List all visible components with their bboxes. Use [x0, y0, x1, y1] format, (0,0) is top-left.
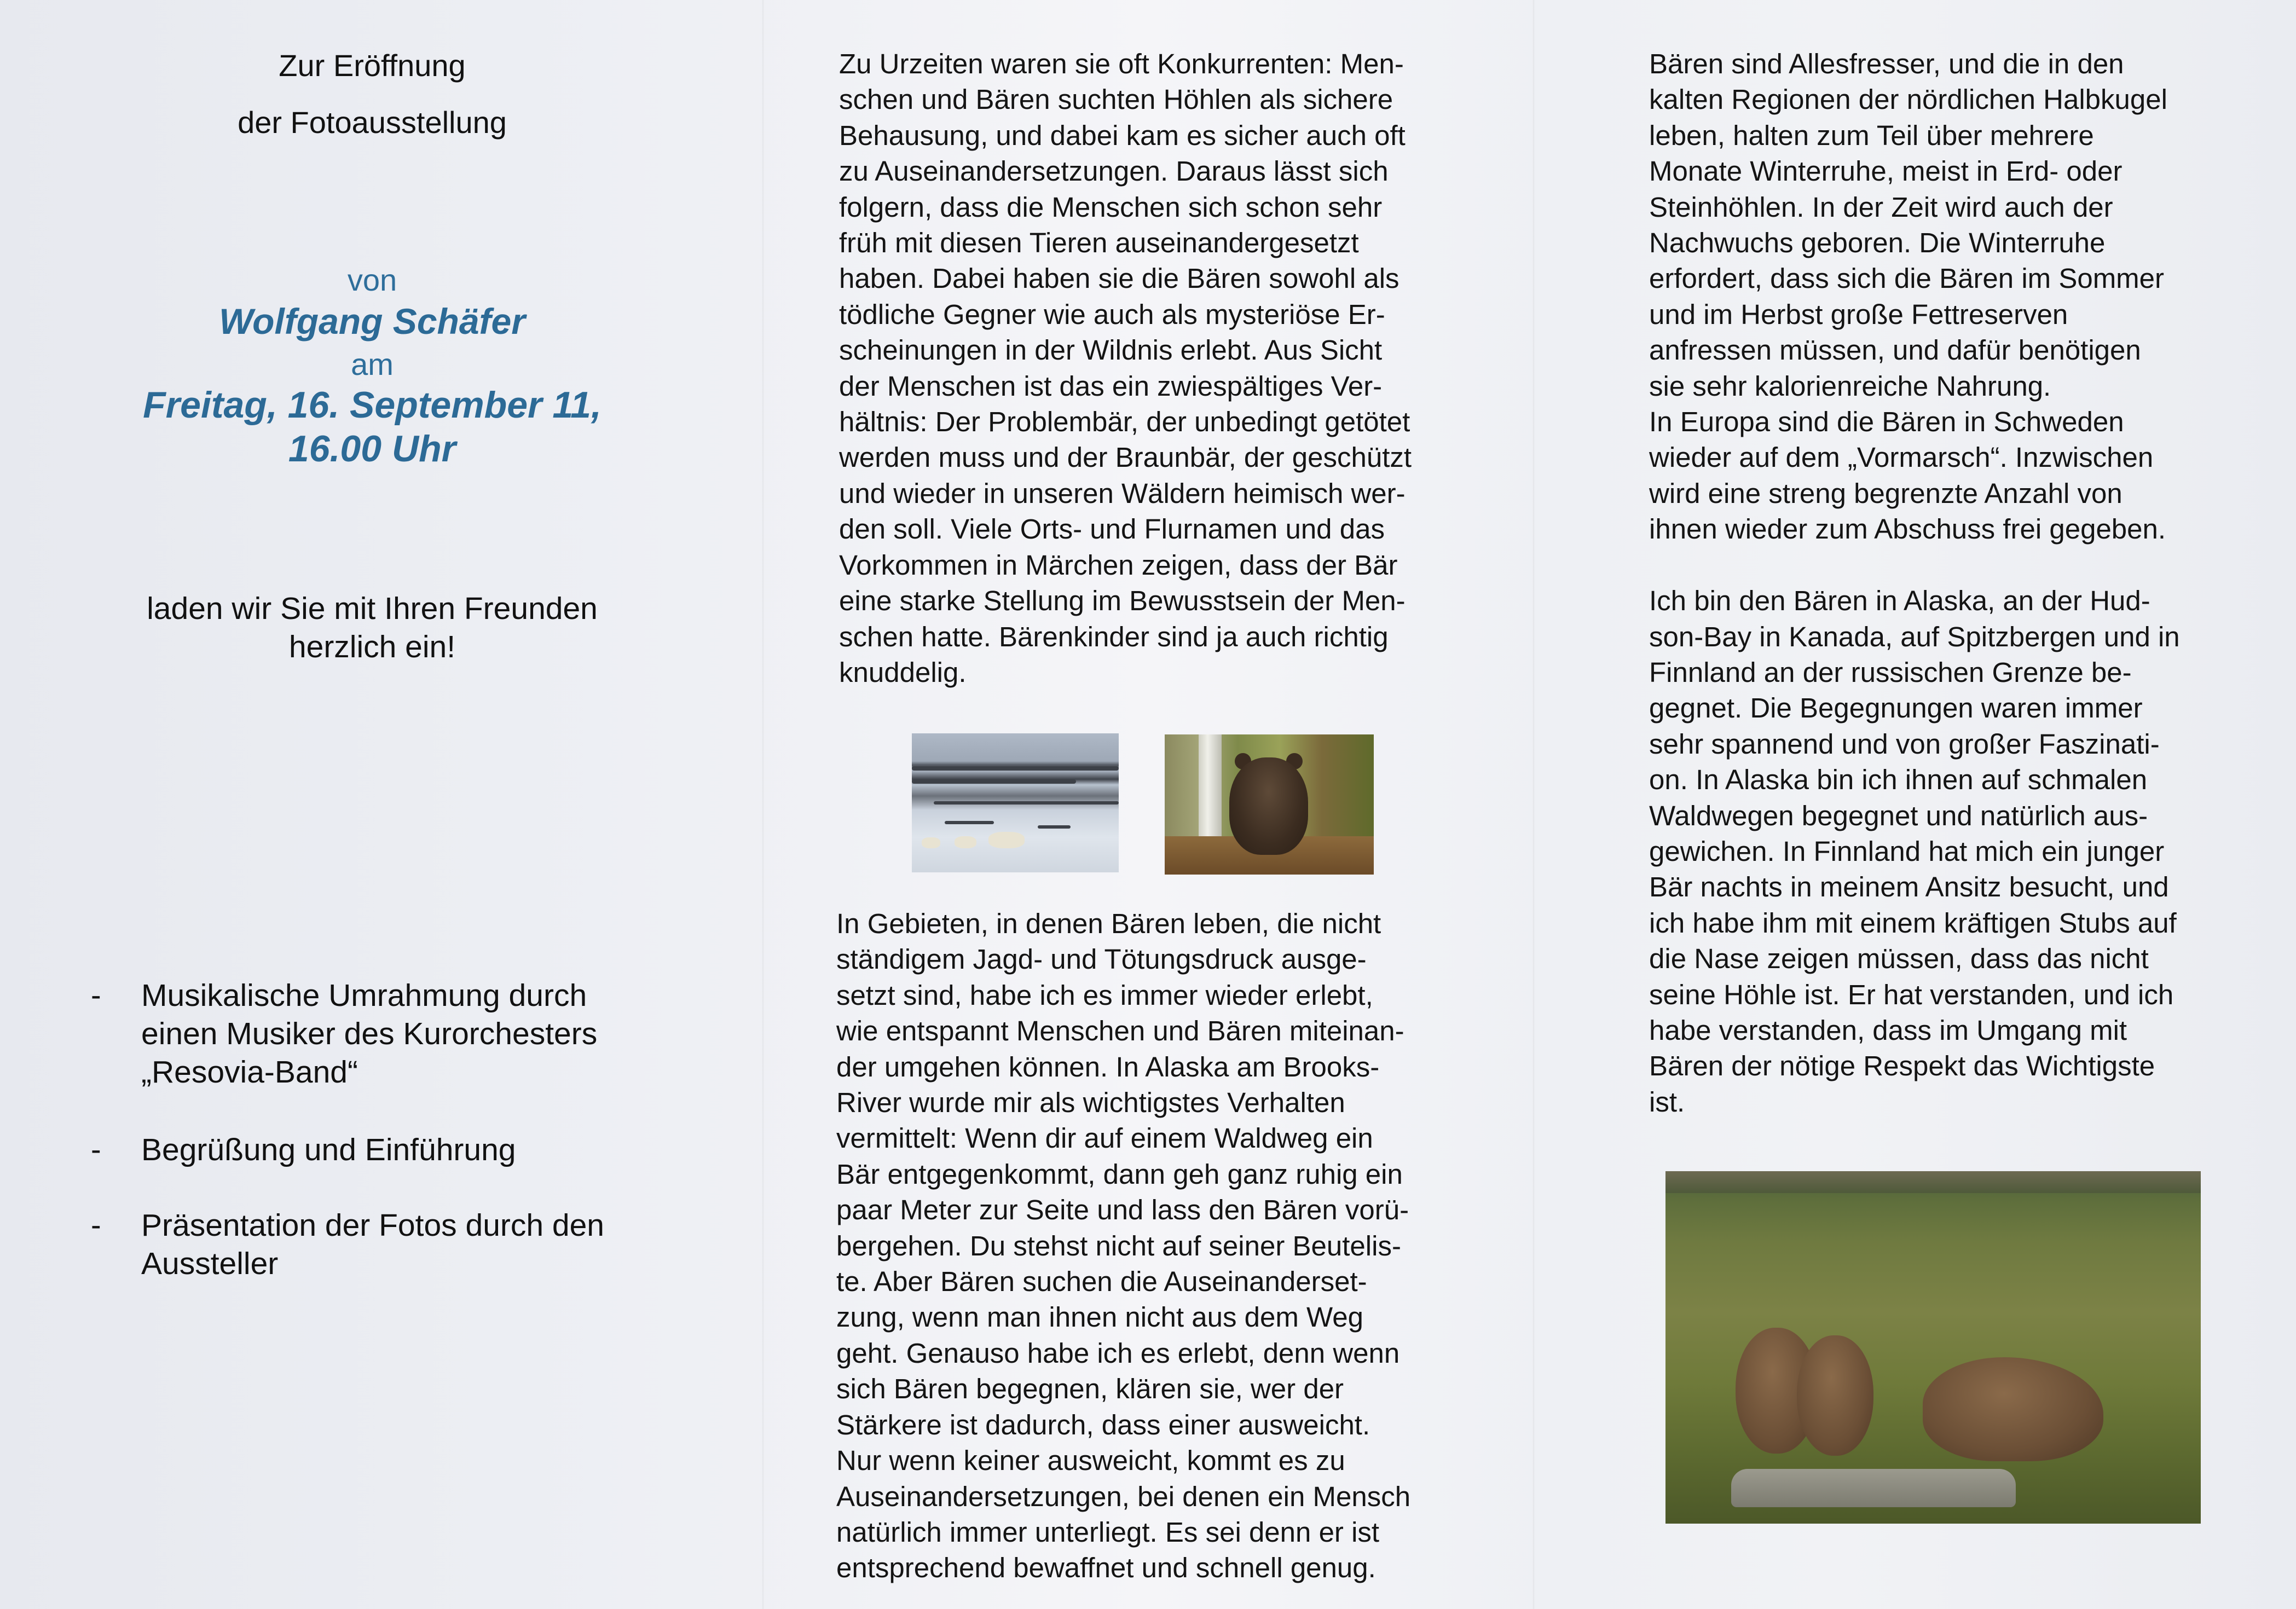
program-text: Begrüßung und Einführung	[141, 1132, 516, 1167]
brown-bear-photo	[1165, 734, 1374, 875]
fold-line-right	[1532, 0, 1535, 1609]
am-label: am	[351, 347, 394, 381]
event-time: 16.00 Uhr	[288, 428, 456, 470]
program-text: Musikalische Umrahmung durch einen Musiker des Kurorchesters „Resovia-Band“	[141, 978, 598, 1090]
program-text: Präsentation der Fotos durch den Aussteller	[141, 1208, 605, 1281]
event-date: Freitag, 16. September 11,	[143, 384, 602, 426]
invite-line-2: herzlich ein!	[288, 629, 456, 664]
artist-name: Wolfgang Schäfer	[219, 301, 525, 342]
program-dash: -	[91, 977, 101, 1012]
polar-bears-photo	[912, 733, 1119, 872]
heading-line-1: Zur Eröffnung	[279, 48, 466, 83]
paragraph-encounters: Bären sind Allesfresser, und die in den kalten Regionen der nördlichen Halbkugel leben, halten zum Teil über mehrere Monate Winterruhe, meist in Erd- oder Steinhöhlen. In der Zeit wird auch der Nachwuchs geboren. Die Winterruhe erfordert, dass sich die Bären im Sommer und im Herbst große Fettreserven anfressen müssen, und dafür benötigen sie sehr kalorienreiche Nahrung. In Europa sind die Bären in Schweden wieder auf dem „Vormarsch“. Inzwischen wird eine streng begrenzte Anzahl von ihnen wieder zum Abschuss frei gegeben. Ich bin den Bären in Alaska, an der Hud- son-Bay in Kanada, auf Spitzbergen und in Finnland an der russischen Grenze be- gegnet. Die Begegnungen waren immer sehr spannend und von großer Faszinati- on. In Alaska bin ich ihnen auf schmalen Waldwegen begegnet und natürlich aus- gewichen. In Finnland hat mich ein junger Bär nachts in meinem Ansitz besucht, und ich habe ihm mit einem kräftigen Stubs auf die Nase zeigen müssen, dass das nicht seine Höhle ist. Er hat verstanden, und ich habe verstanden, dass im Umgang mit Bären der nötige Respekt das Wichtigste ist.	[1649, 48, 2180, 1118]
heading-line-2: der Fotoausstellung	[238, 105, 507, 140]
program-dash: -	[91, 1207, 101, 1242]
bears-meadow-photo	[1665, 1171, 2201, 1524]
paragraph-history: Zu Urzeiten waren sie oft Konkurrenten: Men- schen und Bären suchten Höhlen als sichere Behausung, und dabei kam es sicher auch oft zu Auseinandersetzungen. Daraus lässt sich folgern, dass die Menschen sich schon sehr früh mit diesen Tieren auseinandergesetzt haben. Dabei haben sie die Bären sowohl als tödliche Gegner wie auch als mysteriöse Er- scheinungen in der Wildnis erlebt. Aus Sicht der Menschen ist das ein zwiespältiges Ver- hältnis: Der Problembär, der unbedingt getötet werden muss und der Braunbär, der geschützt und wieder in unseren Wäldern heimisch wer- den soll. Viele Orts- und Flurnamen und das Vorkommen in Märchen zeigen, dass der Bär eine starke Stellung im Bewusstsein der Men- schen hatte. Bärenkinder sind ja auch richtig knuddelig.	[839, 48, 1412, 688]
invite-line-1: laden wir Sie mit Ihren Freunden	[147, 591, 598, 626]
program-dash: -	[91, 1132, 101, 1166]
paragraph-behaviour: In Gebieten, in denen Bären leben, die nicht ständigem Jagd- und Tötungsdruck ausge- setzt sind, habe ich es immer wieder erlebt, wie entspannt Menschen und Bären miteinan- der umgehen können. In Alaska am Brooks- River wurde mir als wichtigstes Verhalten vermittelt: Wenn dir auf einem Waldweg ein Bär entgegenkommt, dann geh ganz ruhig ein paar Meter zur Seite und lass den Bären vorü- bergehen. Du stehst nicht auf seiner Beutelis- te. Aber Bären suchen die Auseinanderset- zung, wenn man ihnen nicht aus dem Weg geht. Genauso habe ich es erlebt, denn wenn sich Bären begegnen, klären sie, wer der Stärkere ist dadurch, dass einer ausweicht. Nur wenn keiner ausweicht, kommt es zu Auseinandersetzungen, bei denen ein Mensch natürlich immer unterliegt. Es sei denn er ist entsprechend bewaffnet und schnell genug.	[836, 908, 1411, 1584]
von-label: von	[347, 263, 397, 297]
fold-line-left	[762, 0, 764, 1609]
